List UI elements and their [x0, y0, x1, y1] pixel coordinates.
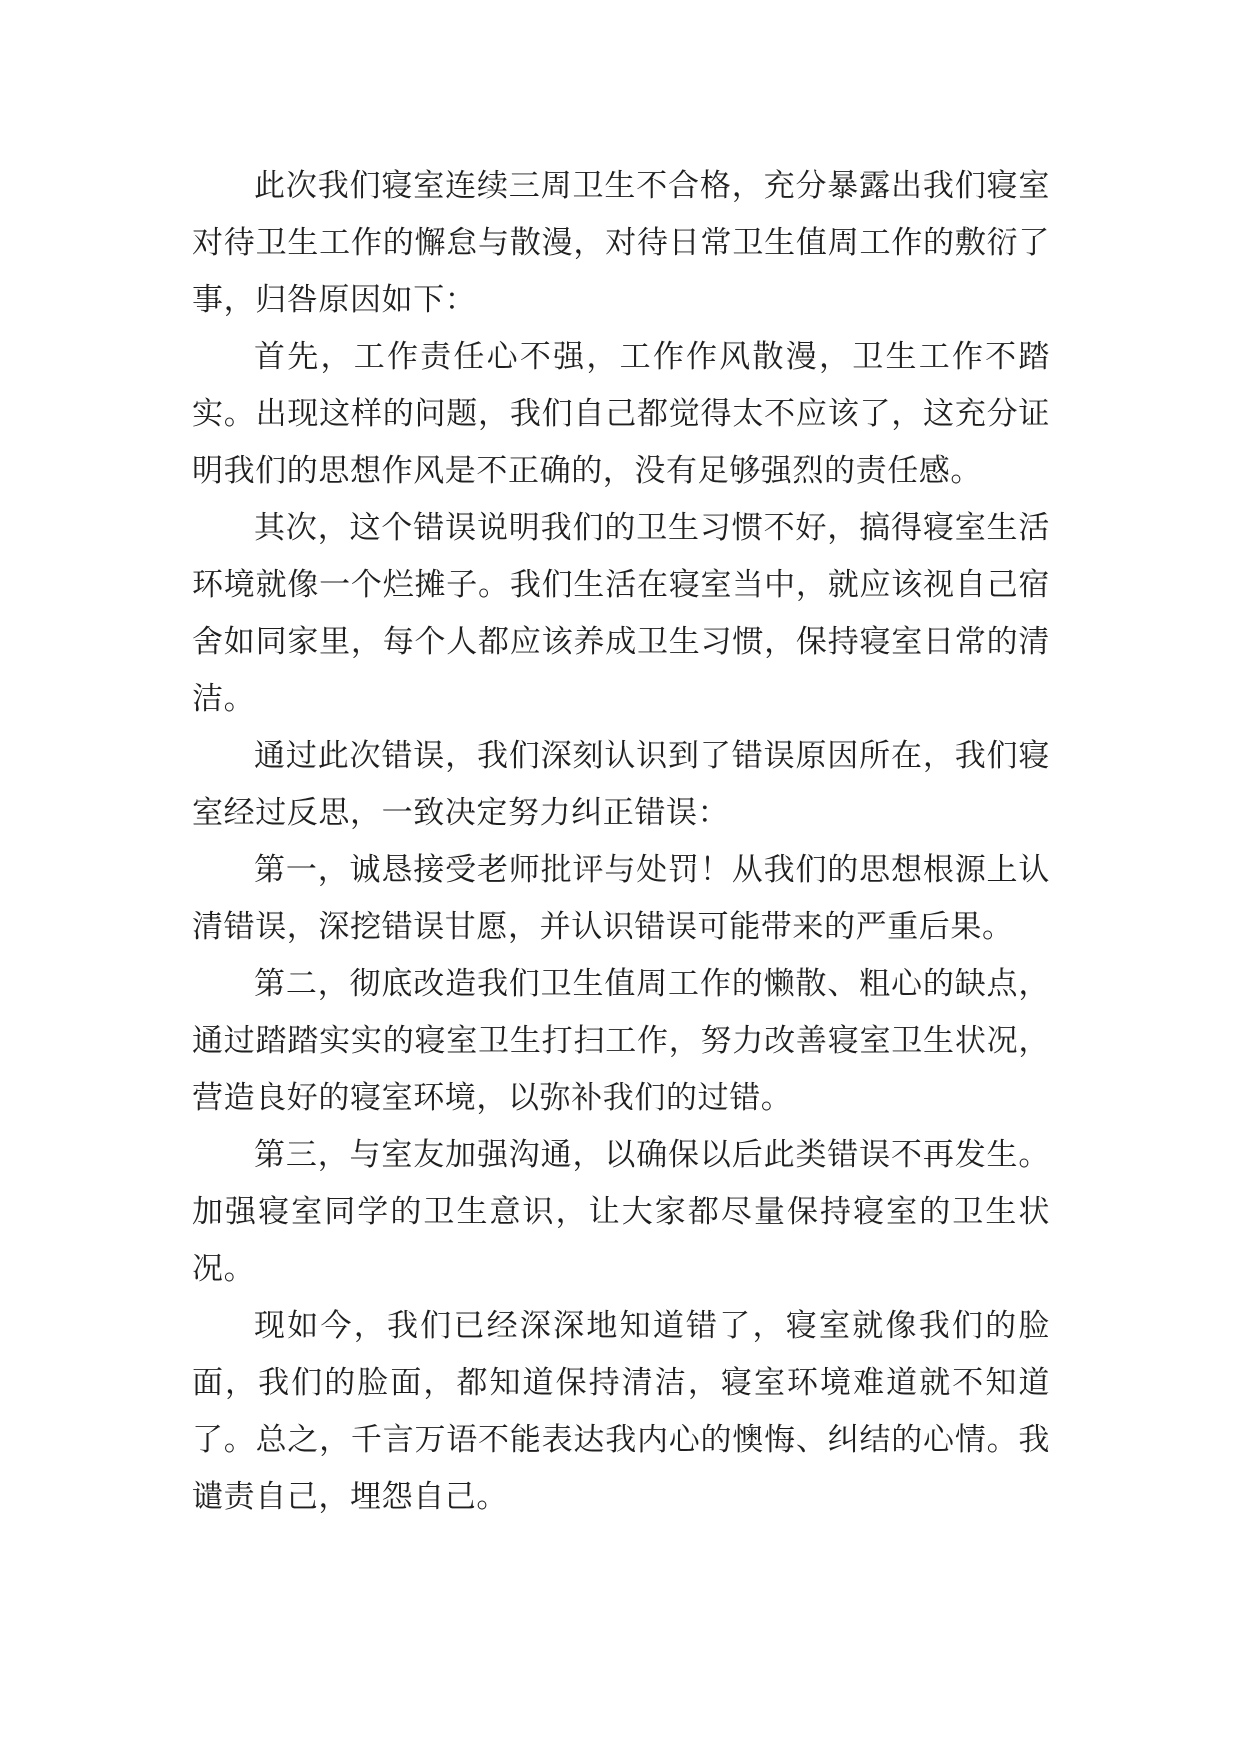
paragraph-action-1: 第一，诚恳接受老师批评与处罚！从我们的思想根源上认清错误，深挖错误甘愿，并认识错误可能带来的严重后果。: [192, 852, 1050, 945]
paragraph-action-2: 第二，彻底改造我们卫生值周工作的懒散、粗心的缺点，通过踏踏实实的寝室卫生打扫工作，努力改善寝室卫生状况，营造良好的寝室环境，以弥补我们的过错。: [192, 966, 1050, 1116]
paragraph-conclusion: 现如今，我们已经深深地知道错了，寝室就像我们的脸面，我们的脸面，都知道保持清洁，寝室环境难道就不知道了。总之，千言万语不能表达我内心的懊悔、纠结的心情。我谴责自己，埋怨自己。: [192, 1308, 1050, 1515]
document-body: [192, 158, 1050, 1526]
paragraph-intro: 此次我们寝室连续三周卫生不合格，充分暴露出我们寝室对待卫生工作的懈怠与散漫，对待日常卫生值周工作的敷衍了事，归咎原因如下：: [192, 168, 1050, 318]
paragraph-decision: 通过此次错误，我们深刻认识到了错误原因所在，我们寝室经过反思，一致决定努力纠正错误：: [192, 738, 1050, 831]
paragraph-action-3: 第三，与室友加强沟通，以确保以后此类错误不再发生。加强寝室同学的卫生意识，让大家都尽量保持寝室的卫生状况。: [192, 1137, 1050, 1287]
paragraph-reason-2: 其次，这个错误说明我们的卫生习惯不好，搞得寝室生活环境就像一个烂摊子。我们生活在寝室当中，就应该视自己宿舍如同家里，每个人都应该养成卫生习惯，保持寝室日常的清洁。: [192, 510, 1050, 717]
paragraph-reason-1: 首先，工作责任心不强，工作作风散漫，卫生工作不踏实。出现这样的问题，我们自己都觉得太不应该了，这充分证明我们的思想作风是不正确的，没有足够强烈的责任感。: [192, 339, 1050, 489]
